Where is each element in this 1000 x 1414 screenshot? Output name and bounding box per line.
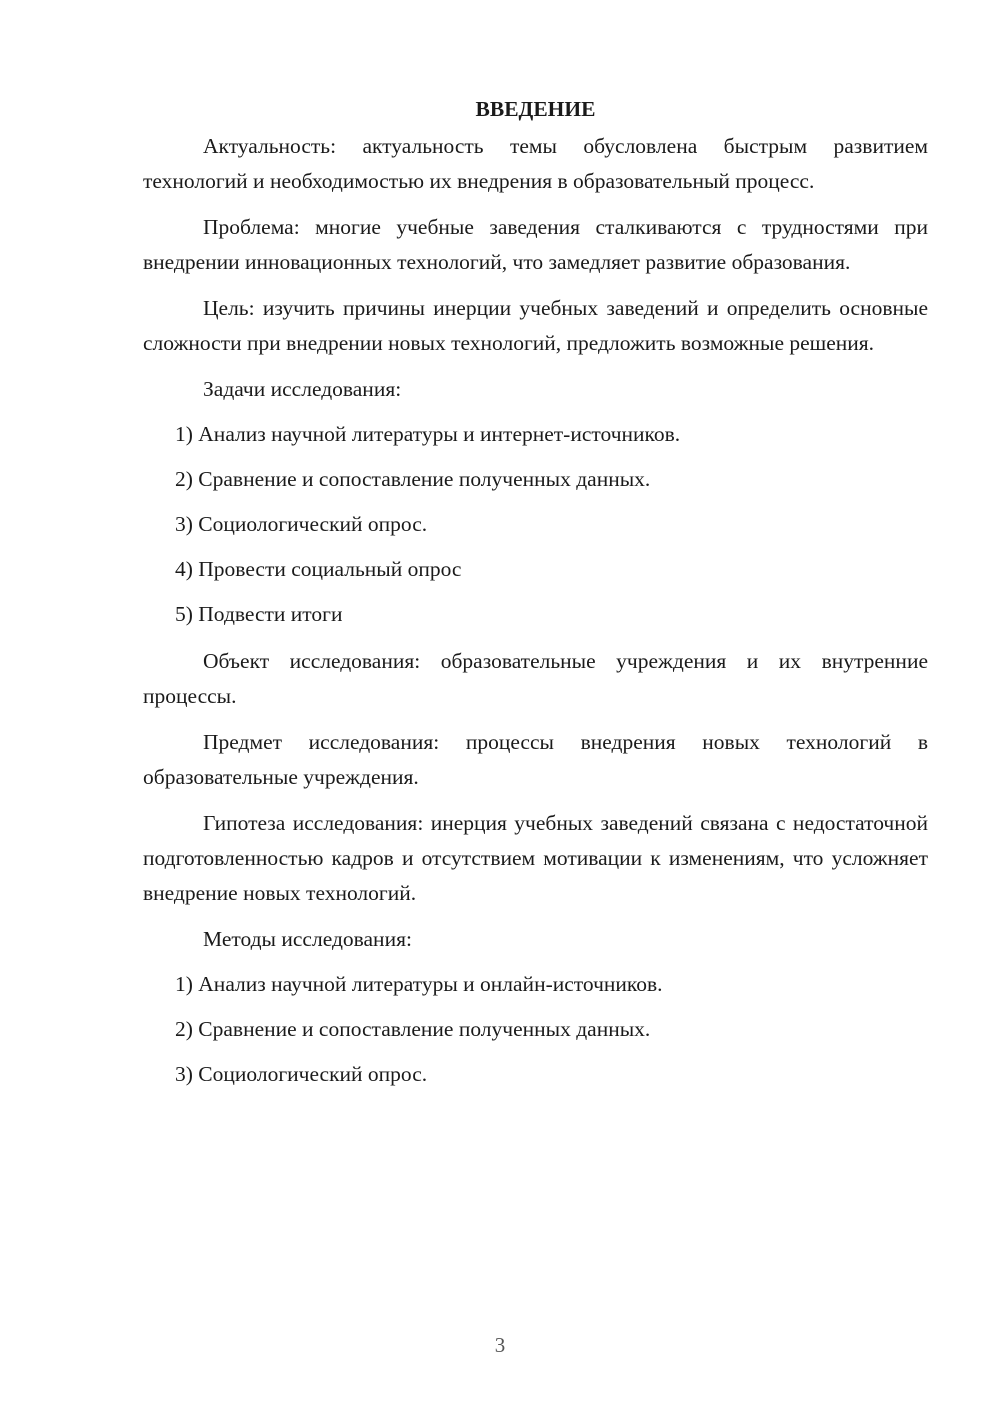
problem-paragraph: Проблема: многие учебные заведения сталкиваются с трудностями при внедрении инновационных технологий, что замедляет развитие образования. [143,215,928,274]
page-content [143,92,928,1104]
method-item: 2) Сравнение и сопоставление полученных данных. [175,1017,651,1041]
task-item: 3) Социологический опрос. [175,512,428,536]
task-item: 5) Подвести итоги [175,602,343,626]
methods-label: Методы исследования: [203,927,412,951]
tasks-list [143,417,928,632]
goal-paragraph: Цель: изучить причины инерции учебных заведений и определить основные сложности при внедрении новых технологий, предложить возможные решения. [143,296,928,355]
relevance-paragraph: Актуальность: актуальность темы обусловлена быстрым развитием технологий и необходимостью их внедрения в образовательный процесс. [143,134,928,193]
method-item: 3) Социологический опрос. [175,1062,428,1086]
page-number: 3 [494,1333,506,1357]
section-heading: ВВЕДЕНИЕ [475,97,596,121]
task-item: 2) Сравнение и сопоставление полученных данных. [175,467,651,491]
task-item: 1) Анализ научной литературы и интернет-источников. [175,422,681,446]
methods-list [143,967,928,1092]
tasks-label: Задачи исследования: [203,377,402,401]
object-paragraph: Объект исследования: образовательные учреждения и их внутренние процессы. [143,649,928,708]
method-item: 1) Анализ научной литературы и онлайн-источников. [175,972,663,996]
task-item: 4) Провести социальный опрос [175,557,462,581]
hypothesis-paragraph: Гипотеза исследования: инерция учебных заведений связана с недостаточной подготовленностью кадров и отсутствием мотивации к изменениям, что усложняет внедрение новых технологий. [143,811,928,905]
subject-paragraph: Предмет исследования: процессы внедрения новых технологий в образовательные учреждения. [143,730,928,789]
